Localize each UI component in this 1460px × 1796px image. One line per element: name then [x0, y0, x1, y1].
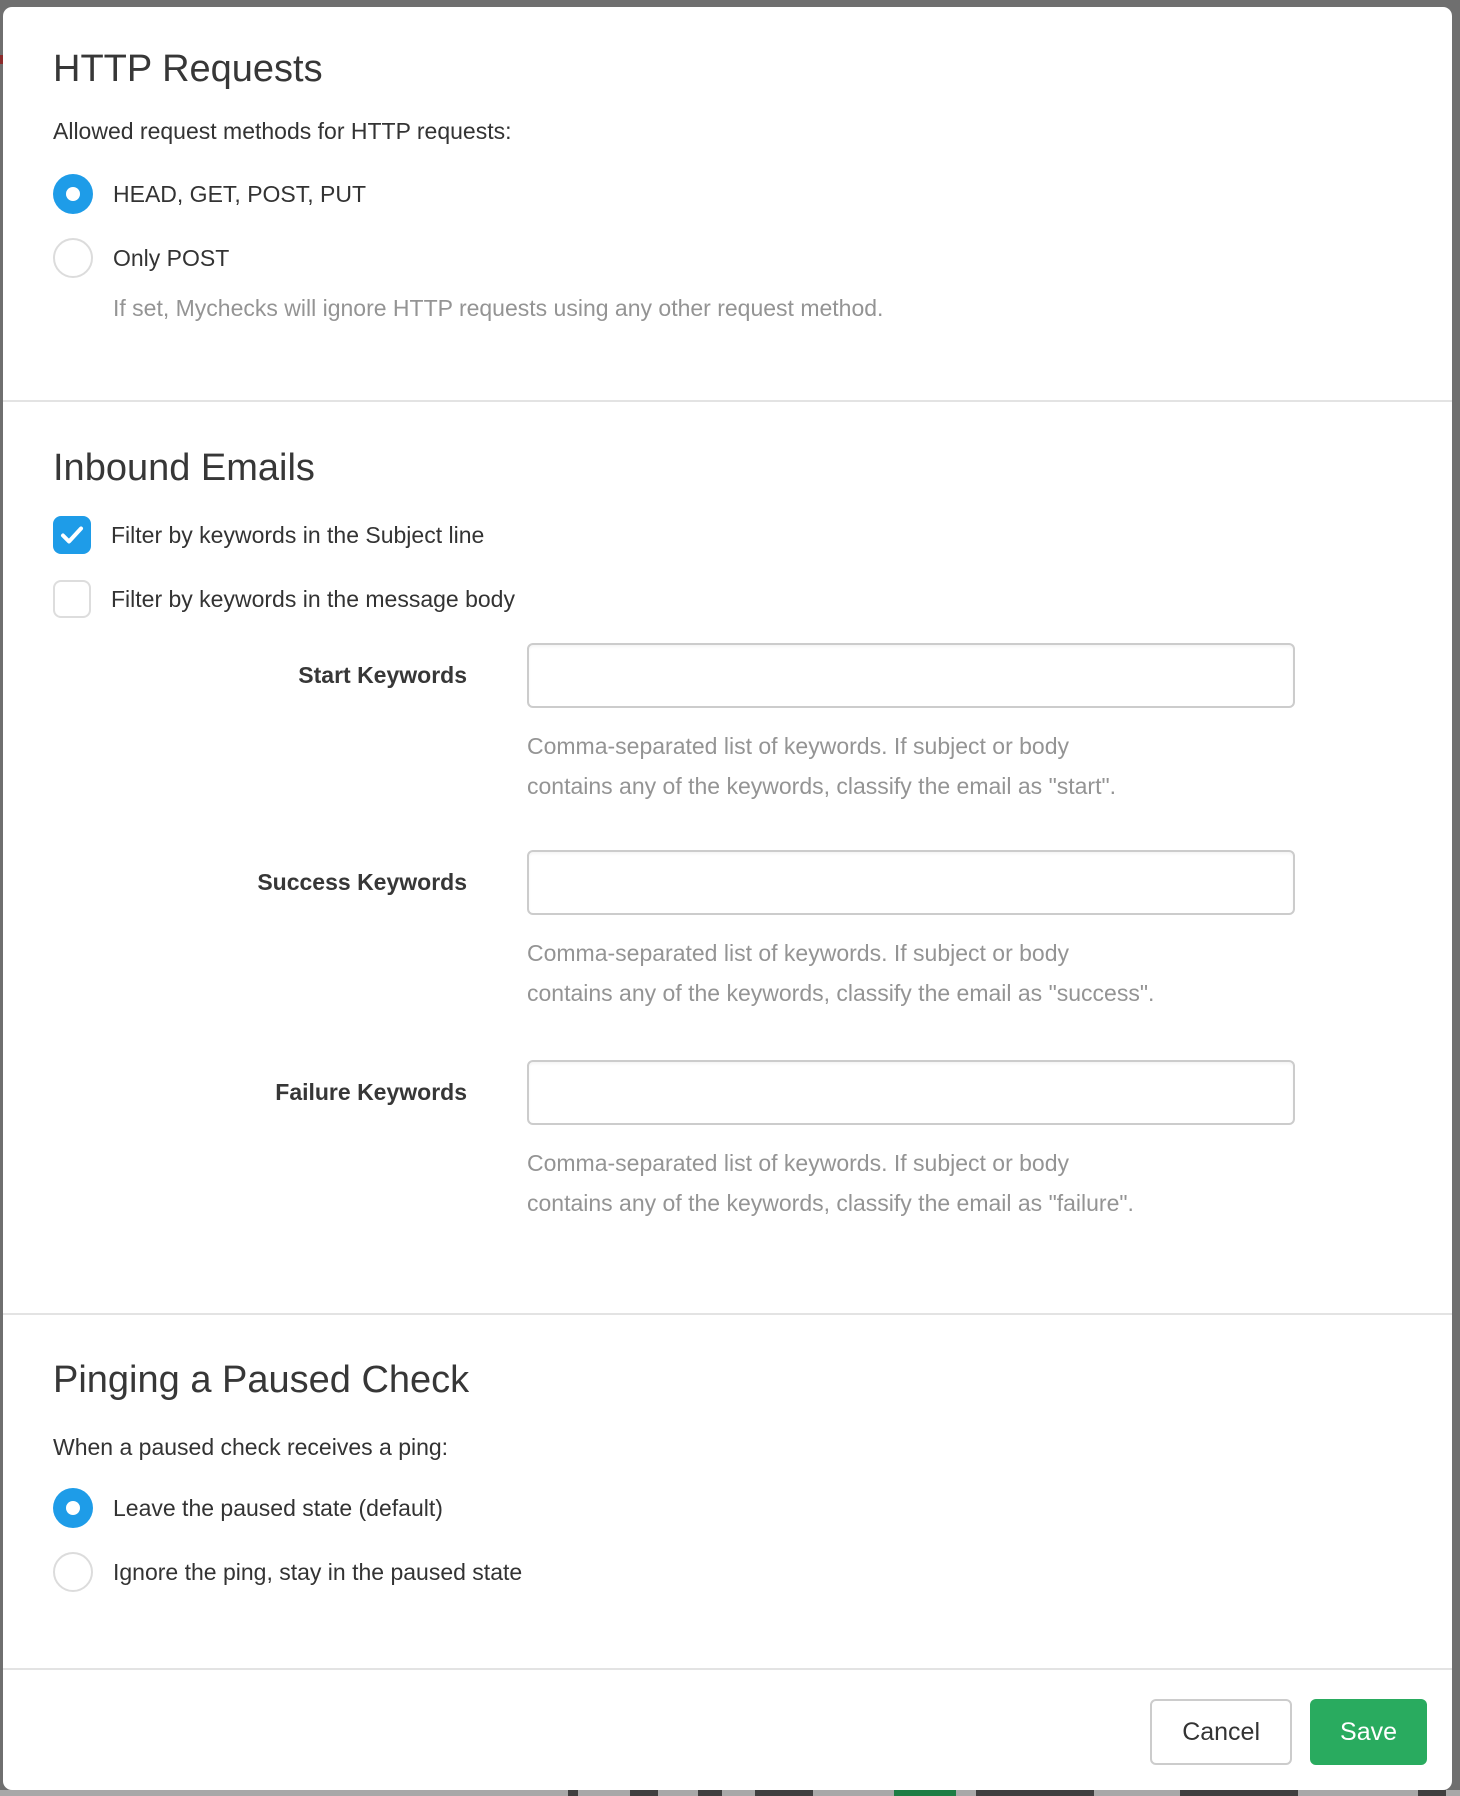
radio-label: HEAD, GET, POST, PUT — [113, 180, 367, 207]
radio-row-leave-paused — [53, 1488, 1402, 1528]
help-line: Comma-separated list of keywords. If subject or body — [527, 733, 1070, 759]
section-http-requests — [3, 7, 1452, 323]
help-line: contains any of the keywords, classify the email as "start". — [527, 773, 1117, 799]
backdrop-text-fragment — [630, 1790, 658, 1796]
success-keywords-label: Success Keywords — [257, 869, 467, 895]
backdrop-badge-fragment — [894, 1790, 956, 1796]
form-row-success-keywords — [53, 850, 1402, 915]
http-requests-title: HTTP Requests — [53, 48, 323, 90]
radio-label: Ignore the ping, stay in the paused state — [113, 1558, 523, 1585]
radio-row-allowed-methods — [53, 174, 1402, 214]
only-post-note: If set, Mychecks will ignore HTTP requests using any other request method. — [113, 295, 884, 321]
check-icon — [59, 523, 85, 547]
failure-keywords-help — [527, 1143, 1227, 1223]
radio-label: Only POST — [113, 244, 230, 271]
failure-keywords-label: Failure Keywords — [275, 1079, 467, 1105]
radio-only-post[interactable] — [53, 238, 93, 278]
help-line: Comma-separated list of keywords. If subject or body — [527, 1150, 1070, 1176]
radio-row-only-post — [53, 238, 1402, 278]
help-line: contains any of the keywords, classify the email as "success". — [527, 980, 1155, 1006]
backdrop-text-fragment — [698, 1790, 722, 1796]
settings-dialog — [3, 7, 1452, 1790]
form-row-start-keywords — [53, 643, 1402, 708]
radio-label: Leave the paused state (default) — [113, 1494, 443, 1521]
start-keywords-input[interactable] — [527, 643, 1295, 708]
checkbox-filter-body[interactable] — [53, 580, 91, 618]
inbound-emails-title: Inbound Emails — [53, 447, 315, 489]
checkbox-row-subject — [53, 515, 1402, 555]
checkbox-row-body — [53, 579, 1402, 619]
radio-head-get-post-put[interactable] — [53, 174, 93, 214]
backdrop-bottom-strip — [0, 1790, 1460, 1796]
form-row-failure-keywords — [53, 1060, 1402, 1125]
http-requests-intro: Allowed request methods for HTTP requests: — [53, 118, 512, 144]
checkbox-label: Filter by keywords in the Subject line — [111, 521, 485, 548]
failure-keywords-input[interactable] — [527, 1060, 1295, 1125]
checkbox-filter-subject[interactable] — [53, 516, 91, 554]
backdrop-text-fragment — [1418, 1790, 1446, 1796]
pinging-paused-intro: When a paused check receives a ping: — [53, 1434, 449, 1460]
section-inbound-emails — [3, 402, 1452, 1223]
backdrop-text-fragment — [568, 1790, 578, 1796]
radio-leave-paused-state[interactable] — [53, 1488, 93, 1528]
help-line: Comma-separated list of keywords. If subject or body — [527, 940, 1070, 966]
success-keywords-help — [527, 933, 1227, 1013]
checkbox-label: Filter by keywords in the message body — [111, 585, 515, 612]
cancel-button[interactable]: Cancel — [1150, 1699, 1292, 1765]
start-keywords-help — [527, 726, 1227, 806]
backdrop-text-fragment — [1180, 1790, 1298, 1796]
start-keywords-label: Start Keywords — [298, 662, 467, 688]
save-button[interactable]: Save — [1310, 1699, 1427, 1765]
dialog-footer — [3, 1668, 1452, 1765]
pinging-paused-title: Pinging a Paused Check — [53, 1359, 470, 1401]
section-pinging-paused — [3, 1315, 1452, 1592]
radio-ignore-ping[interactable] — [53, 1552, 93, 1592]
success-keywords-input[interactable] — [527, 850, 1295, 915]
help-line: contains any of the keywords, classify the email as "failure". — [527, 1190, 1134, 1216]
backdrop-text-fragment — [755, 1790, 813, 1796]
radio-row-ignore-ping — [53, 1552, 1402, 1592]
backdrop-text-fragment — [976, 1790, 1094, 1796]
